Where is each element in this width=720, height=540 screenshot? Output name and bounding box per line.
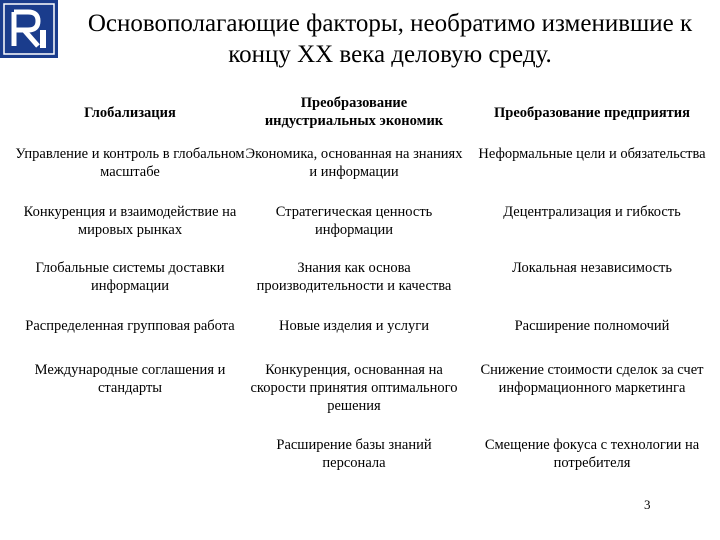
col1-item: Конкуренция и взаимодействие на мировых рынках bbox=[23, 204, 237, 238]
col3-item: Децентрализация и гибкость bbox=[503, 204, 681, 220]
col2-item: Конкуренция, основанная на скорости принятия оптимального решения bbox=[250, 362, 458, 414]
header-industrial-economies: Преобразование индустриальных экономик bbox=[264, 95, 444, 129]
col1-item: Управление и контроль в глобальном масштабе bbox=[15, 146, 245, 180]
col3-item: Снижение стоимости сделок за счет информационного маркетинга bbox=[480, 362, 704, 396]
col2-item: Новые изделия и услуги bbox=[279, 318, 429, 334]
col3-item: Расширение полномочий bbox=[514, 318, 670, 334]
col3-item: Локальная независимость bbox=[512, 260, 672, 276]
header-globalization: Глобализация bbox=[84, 105, 176, 121]
col1-item: Распределенная групповая работа bbox=[25, 318, 235, 334]
col2-item: Знания как основа производительности и качества bbox=[256, 260, 452, 294]
col2-item: Расширение базы знаний персонала bbox=[276, 437, 432, 471]
col2-item: Стратегическая ценность информации bbox=[275, 204, 433, 238]
header-enterprise: Преобразование предприятия bbox=[493, 105, 690, 121]
col1-item: Глобальные системы доставки информации bbox=[35, 260, 225, 294]
page-title: Основополагающие факторы, необратимо изменившие к концу XX века деловую среду. bbox=[87, 10, 693, 68]
hse-logo-icon bbox=[0, 0, 58, 58]
col1-item: Международные соглашения и стандарты bbox=[34, 362, 226, 396]
col3-item: Смещение фокуса с технологии на потребителя bbox=[484, 437, 700, 471]
page-number: 3 bbox=[644, 497, 651, 512]
col3-item: Неформальные цели и обязательства bbox=[478, 146, 706, 162]
col2-item: Экономика, основанная на знаниях и информации bbox=[245, 146, 463, 180]
